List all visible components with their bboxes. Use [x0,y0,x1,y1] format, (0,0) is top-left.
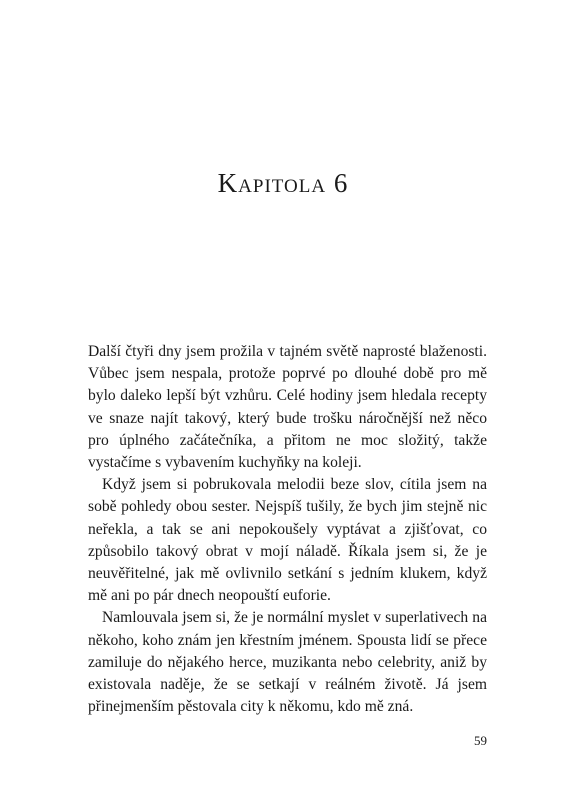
chapter-title: Kapitola 6 [217,168,349,198]
page-number: 59 [474,733,487,748]
body-text [88,341,487,718]
paragraph-1: Další čtyři dny jsem prožila v tajném světě naprosté blaženosti. Vůbec jsem nespala, protože poprvé po dlouhé době pro mě bylo daleko lepší být vzhůru. Celé hodiny jsem hledala recepty ve snaze najít takový, který bude trošku náročnější než něco pro úplného začátečníka, a přitom ne moc složitý, takže vystačíme s vybavením kuchyňky na koleji. [88,343,487,472]
paragraph-2: Když jsem si pobrukovala melodii beze slov, cítila jsem na sobě pohledy obou sester. Nejspíš tušily, že bych jim stejně nic neřekla, a tak se ani nepokoušely vyptávat a zjišťovat, co způsobilo takový obrat v mojí náladě. Říkala jsem si, že je neuvěřitelné, jak mě ovlivnilo setkání s jedním klukem, když mě ani po pár dnech neopouští euforie. [88,476,487,605]
paragraph-3: Namlouvala jsem si, že je normální myslet v superlativech na někoho, koho znám jen křestním jménem. Spousta lidí se přece zamiluje do nějakého herce, muzikanta nebo celebrity, aniž by existovala naděje, že se setkají v reálném životě. Já jsem přinejmenším pěstovala city k někomu, kdo mě zná. [88,609,487,716]
